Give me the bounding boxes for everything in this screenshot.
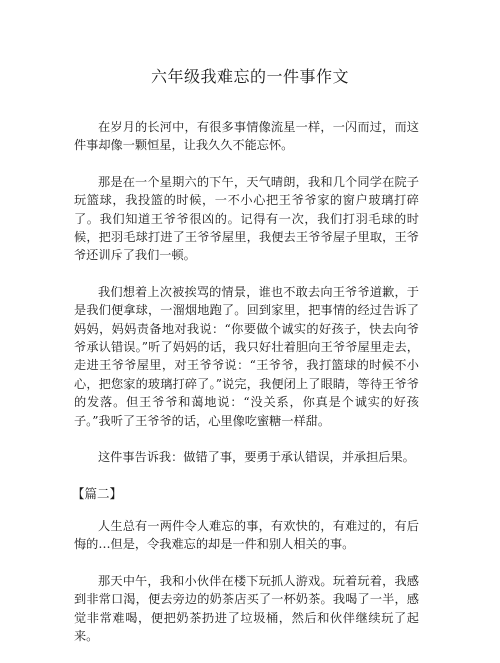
- document-body: [74, 118, 419, 663]
- paragraph: 这件事告诉我：做错了事，要勇于承认错误，并承担后果。: [98, 450, 415, 465]
- document-title: 六年级我难忘的一件事作文: [150, 67, 349, 86]
- paragraph: 那天中午，我和小伙伴在楼下玩抓人游戏。玩着玩着，我感到非常口渴，便去旁边的奶茶店买了一杯奶茶。我喝了一半，感觉非常难喝，便把奶茶扔进了垃圾桶，然后和伙伴继续玩了起来。: [74, 573, 419, 643]
- paragraph: 那是在一个星期六的下午，天气晴朗，我和几个同学在院子玩篮球，我投篮的时候，一不小心把王爷爷家的窗户玻璃打碎了。我们知道王爷爷很凶的。记得有一次，我们打羽毛球的时候，把羽毛球打进了王爷爷屋里，我便去王爷爷屋子里取，王爷爷还训斥了我们一顿。: [74, 174, 419, 263]
- section-heading: 【篇二】: [72, 485, 123, 501]
- paragraph: 我们想着上次被挨骂的情景，谁也不敢去向王爷爷道歉，于是我们便拿球，一溜烟地跑了。回到家里，把事情的经过告诉了妈妈，妈妈责备地对我说：“你要做个诚实的好孩子，快去向爷爷承认错误。”听了妈妈的话，我只好壮着胆向王爷爷屋里走去，走进王爷爷屋里，对王爷爷说：“王爷爷，我打篮球的时候不小心，把您家的玻璃打碎了。”说完，我便闭上了眼睛，等待王爷爷的发落。但王爷爷和蔼地说：“没关系，你真是个诚实的好孩子。”我听了王爷爷的话，心里像吃蜜糖一样甜。: [74, 284, 419, 428]
- paragraph: 在岁月的长河中，有很多事情像流星一样，一闪而过，而这件事却像一颗恒星，让我久久不能忘怀。: [74, 120, 419, 153]
- paragraph: 人生总有一两件令人难忘的事，有欢快的，有难过的，有后悔的…但是，令我难忘的却是一件和别人相关的事。: [74, 518, 419, 552]
